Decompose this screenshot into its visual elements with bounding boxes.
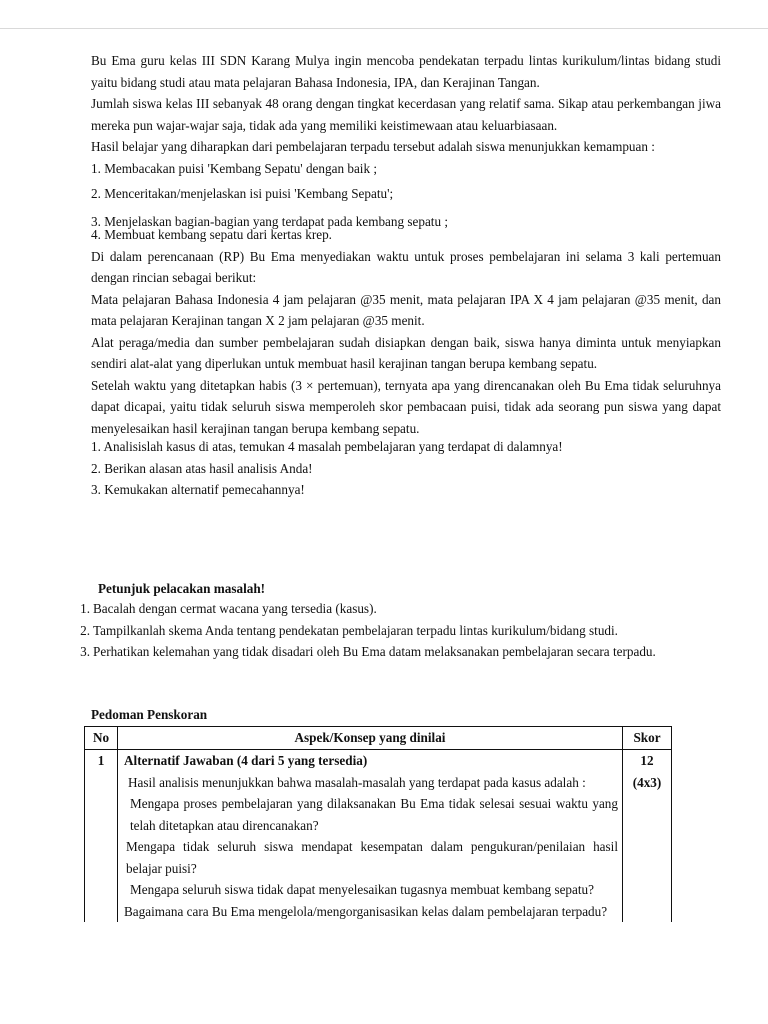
skor-detail: (4x3) [632,774,662,790]
row-aspek [118,750,623,923]
petunjuk-item-text: Tampilkanlah skema Anda tentang pendekatan pembelajaran terpadu lintas kurikulum/bidang studi. [93,622,618,638]
row-point: Mengapa tidak seluruh siswa mendapat kesempatan dalam pengukuran/penilaian hasil belajar puisi? [126,839,618,876]
outcome-item-3: 3. Menjelaskan bagian-bagian yang terdapat pada kembang sepatu ; [91,213,449,229]
question-item-3: 3. Kemukakan alternatif pemecahannya! [91,482,305,497]
petunjuk-item-number: 1. [80,601,90,616]
petunjuk-item [70,641,722,663]
row-number: 1 [85,750,118,923]
case-text [91,50,721,501]
row-intro: Hasil analisis menunjukkan bahwa masalah-masalah yang terdapat pada kasus adalah : [128,774,586,790]
page-top-border [0,28,768,29]
skor-value: 12 [640,753,654,768]
row-point: Bagaimana cara Bu Ema mengelola/mengorganisasikan kelas dalam pembelajaran terpadu? [124,903,608,919]
scoring-table [84,726,672,922]
case-paragraph-2: Jumlah siswa kelas III sebanyak 48 orang dengan tingkat kecerdasan yang relatif sama. Sikap atau perkembangan jiwa mereka pun wajar-wajar saja, tidak ada yang memiliki keistimewaan atau keluarbiasaan. [91,96,721,133]
header-skor: Skor [623,727,672,750]
header-no: No [85,727,118,750]
table-row [85,750,672,923]
petunjuk-item-text: Bacalah dengan cermat wacana yang tersedia (kasus). [93,601,377,616]
case-paragraph-1: Bu Ema guru kelas III SDN Karang Mulya ingin mencoba pendekatan terpadu lintas kurikulum/lintas bidang studi yaitu bidang studi atau mata pelajaran Bahasa Indonesia, IPA, dan Kerajinan Tangan. [91,53,721,90]
row-point: Mengapa seluruh siswa tidak dapat menyelesaikan tugasnya membuat kembang sepatu? [130,882,594,897]
table-header-row [85,727,672,750]
petunjuk-list [70,598,722,663]
petunjuk-item-number: 3. [80,644,90,659]
row-skor [623,750,672,923]
petunjuk-item [70,598,722,620]
petunjuk-item-text: Perhatikan kelemahan yang tidak disadari oleh Bu Ema datam melaksanakan pembelajaran secara terpadu. [93,644,656,659]
outcome-item-4: 4. Membuat kembang sepatu dari kertas krep. [91,226,332,242]
petunjuk-item [70,620,722,642]
case-paragraph-5: Mata pelajaran Bahasa Indonesia 4 jam pelajaran @35 menit, mata pelajaran IPA X 4 jam pelajaran @35 menit, dan mata pelajaran Kerajinan tangan X 2 jam pelajaran @35 menit. [91,291,721,328]
case-paragraph-6: Alat peraga/media dan sumber pembelajaran sudah disiapkan dengan baik, siswa hanya diminta untuk menyiapkan sendiri alat-alat yang diperlukan untuk membuat hasil kerajinan tangan berupa kembang sepatu. [91,334,721,371]
header-aspek: Aspek/Konsep yang dinilai [118,727,623,750]
row-heading: Alternatif Jawaban (4 dari 5 yang tersedia) [124,753,368,768]
question-item-1: 1. Analisislah kasus di atas, temukan 4 masalah pembelajaran yang terdapat di dalamnya! [91,439,563,454]
case-paragraph-3: Hasil belajar yang diharapkan dari pembelajaran terpadu tersebut adalah siswa menunjukkan kemampuan : [91,139,655,154]
case-paragraph-4: Di dalam perencanaan (RP) Bu Ema menyediakan waktu untuk proses pembelajaran ini selama 3 kali pertemuan dengan rincian sebagai berikut: [91,248,721,285]
pedoman-title: Pedoman Penskoran [91,707,208,722]
outcome-item-2: 2. Menceritakan/menjelaskan isi puisi 'Kembang Sepatu'; [91,186,394,201]
outcome-item-1: 1. Membacakan puisi 'Kembang Sepatu' dengan baik ; [91,160,378,176]
row-point: Mengapa proses pembelajaran yang dilaksanakan Bu Ema tidak selesai sesuai waktu yang telah ditetapkan atau direncanakan? [130,796,618,833]
petunjuk-item-number: 2. [80,622,90,638]
petunjuk-title: Petunjuk pelacakan masalah! [98,581,266,596]
question-item-2: 2. Berikan alasan atas hasil analisis Anda! [91,460,313,476]
case-paragraph-7: Setelah waktu yang ditetapkan habis (3 × pertemuan), ternyata apa yang direncanakan oleh Bu Ema tidak seluruhnya dapat dicapai, yaitu tidak seluruh siswa memperoleh skor pembacaan puisi, tidak ada seorang pun siswa yang dapat menyelesaikan hasil kerajinan tangan berupa kembang sepatu. [91,377,721,436]
